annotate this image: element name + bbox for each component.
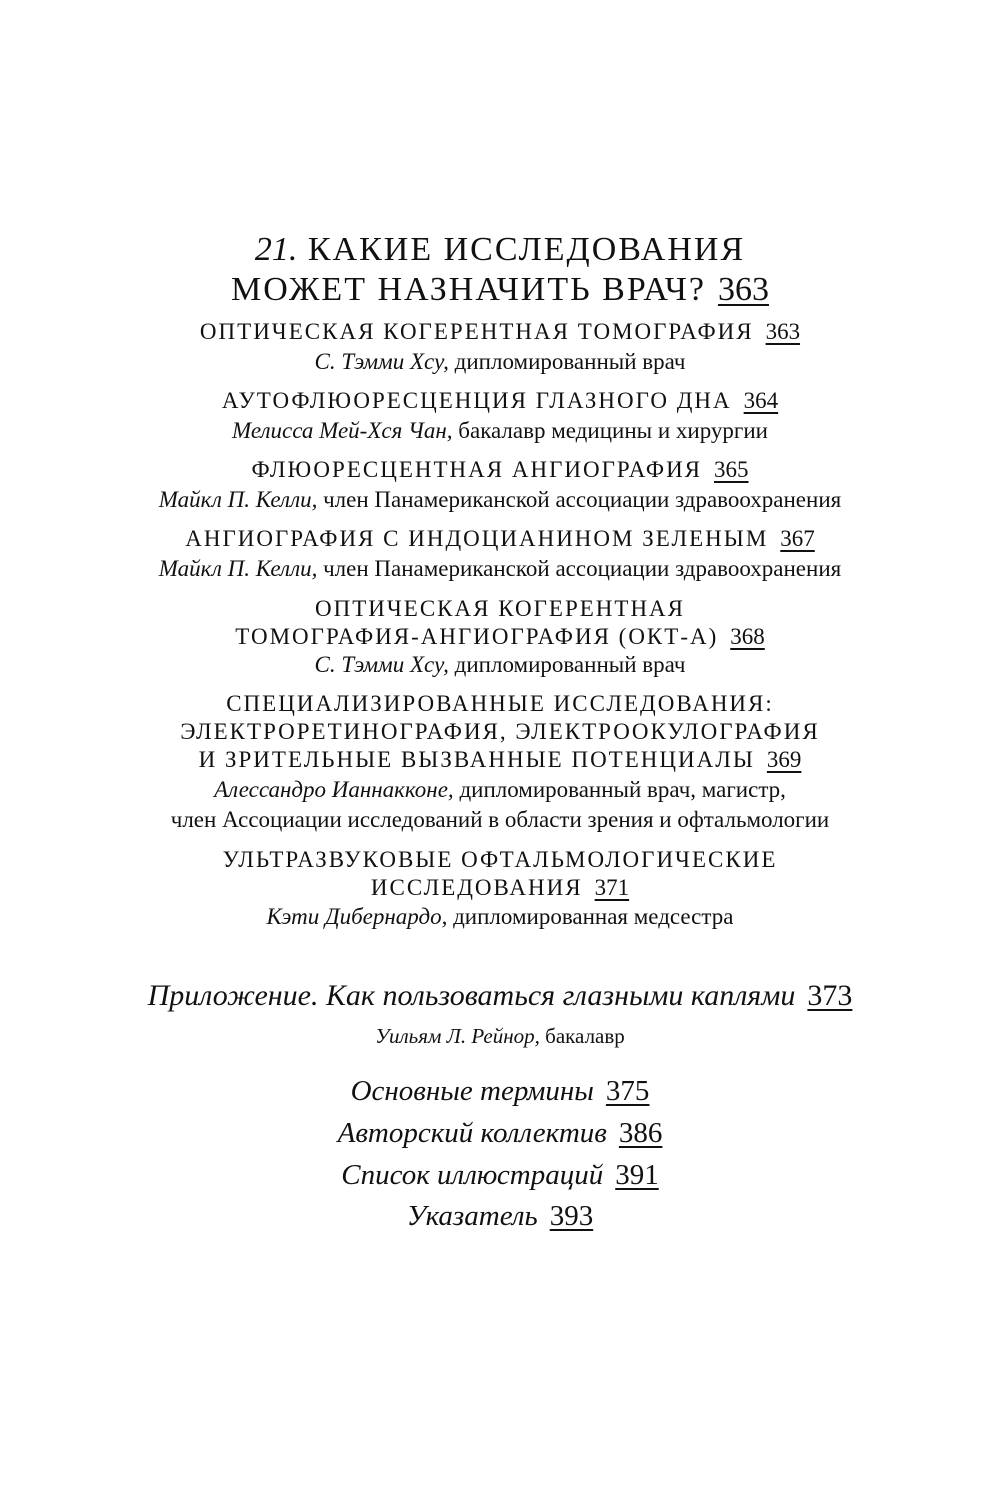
section-page-link[interactable]: 363	[765, 319, 801, 344]
author-credentials: дипломированный врач	[454, 349, 686, 374]
section-title: ФЛЮОРЕСЦЕНТНАЯ АНГИОГРАФИЯ 365	[251, 457, 749, 482]
chapter-title-line1	[0, 233, 1000, 267]
section-author	[0, 488, 1000, 511]
chapter-title: КАКИЕ ИССЛЕДОВАНИЯ	[307, 231, 746, 268]
section-title: ОПТИЧЕСКАЯ КОГЕРЕНТНАЯ ТОМОГРАФИЯ 363	[199, 319, 801, 344]
author-credentials: дипломированный врач, магистр,	[459, 777, 786, 802]
section-author	[0, 778, 1000, 801]
section-title-line1: УЛЬТРАЗВУКОВЫЕ ОФТАЛЬМОЛОГИЧЕСКИЕ	[222, 847, 778, 872]
author-name: Кэти Дибернардо,	[266, 904, 448, 929]
section-author	[0, 419, 1000, 442]
author-name: С. Тэмми Хсу,	[314, 652, 449, 677]
appendix-author	[0, 1026, 1000, 1047]
back-matter-item: Указатель 393	[406, 1200, 594, 1232]
author-credentials: дипломированная медсестра	[453, 904, 734, 929]
back-matter-page-link[interactable]: 393	[549, 1200, 594, 1232]
author-credentials: бакалавр	[545, 1024, 625, 1048]
section-title-line2: ЭЛЕКТРОРЕТИНОГРАФИЯ, ЭЛЕКТРООКУЛОГРАФИЯ	[180, 719, 820, 744]
section-page-link[interactable]: 364	[743, 388, 779, 413]
appendix-page-link[interactable]: 373	[807, 979, 853, 1012]
section-page-link[interactable]: 367	[780, 526, 815, 551]
author-name: Майкл П. Келли,	[158, 487, 318, 512]
author-name: С. Тэмми Хсу,	[314, 349, 449, 374]
section-page-link[interactable]: 365	[714, 457, 749, 482]
author-credentials: член Панамериканской ассоциации здравоохранения	[323, 556, 842, 581]
chapter-page-link[interactable]: 363	[717, 271, 769, 308]
section-page-link[interactable]: 369	[766, 747, 802, 772]
author-name: Алессандро Ианнакконе,	[214, 777, 454, 802]
back-matter-page-link[interactable]: 386	[618, 1117, 663, 1149]
chapter-title-line2	[0, 273, 1000, 307]
author-name: Уильям Л. Рейнор,	[375, 1024, 540, 1048]
section-title-line1: ОПТИЧЕСКАЯ КОГЕРЕНТНАЯ	[314, 596, 686, 621]
back-matter-item: Авторский коллектив 386	[337, 1117, 663, 1149]
section-author	[0, 350, 1000, 373]
appendix-title: Приложение. Как пользоваться глазными каплями 373	[147, 979, 853, 1012]
section-page-link[interactable]: 368	[730, 624, 765, 649]
section-title-line3: И ЗРИТЕЛЬНЫЕ ВЫЗВАННЫЕ ПОТЕНЦИАЛЫ 369	[198, 747, 802, 772]
author-credentials: бакалавр медицины и хирургии	[458, 418, 768, 443]
section-author	[0, 905, 1000, 928]
section-title-line2: ТОМОГРАФИЯ-АНГИОГРАФИЯ (ОКТ-А) 368	[235, 624, 765, 649]
section-title: АУТОФЛЮОРЕСЦЕНЦИЯ ГЛАЗНОГО ДНА 364	[221, 388, 779, 413]
author-credentials: член Панамериканской ассоциации здравоохранения	[323, 487, 842, 512]
back-matter-item: Основные термины 375	[350, 1075, 650, 1107]
section-title-line2: ИССЛЕДОВАНИЯ 371	[370, 875, 630, 900]
back-matter-page-link[interactable]: 375	[605, 1075, 650, 1107]
section-author	[0, 557, 1000, 580]
section-author-line2	[0, 808, 1000, 831]
back-matter-page-link[interactable]: 391	[615, 1159, 659, 1191]
chapter-number: 21.	[254, 231, 298, 268]
section-author	[0, 653, 1000, 676]
author-name: Мелисса Мей-Хся Чан,	[232, 418, 453, 443]
section-title: АНГИОГРАФИЯ С ИНДОЦИАНИНОМ ЗЕЛЕНЫМ 367	[185, 526, 815, 551]
chapter-title-cont: МОЖЕТ НАЗНАЧИТЬ ВРАЧ?	[231, 271, 706, 308]
author-name: Майкл П. Келли,	[158, 556, 318, 581]
back-matter-item: Список иллюстраций 391	[341, 1159, 659, 1191]
section-page-link[interactable]: 371	[594, 875, 630, 900]
author-credentials: дипломированный врач	[454, 652, 686, 677]
author-credentials: член Ассоциации исследований в области зрения и офтальмологии	[170, 807, 830, 832]
section-title-line1: СПЕЦИАЛИЗИРОВАННЫЕ ИССЛЕДОВАНИЯ:	[226, 691, 774, 716]
